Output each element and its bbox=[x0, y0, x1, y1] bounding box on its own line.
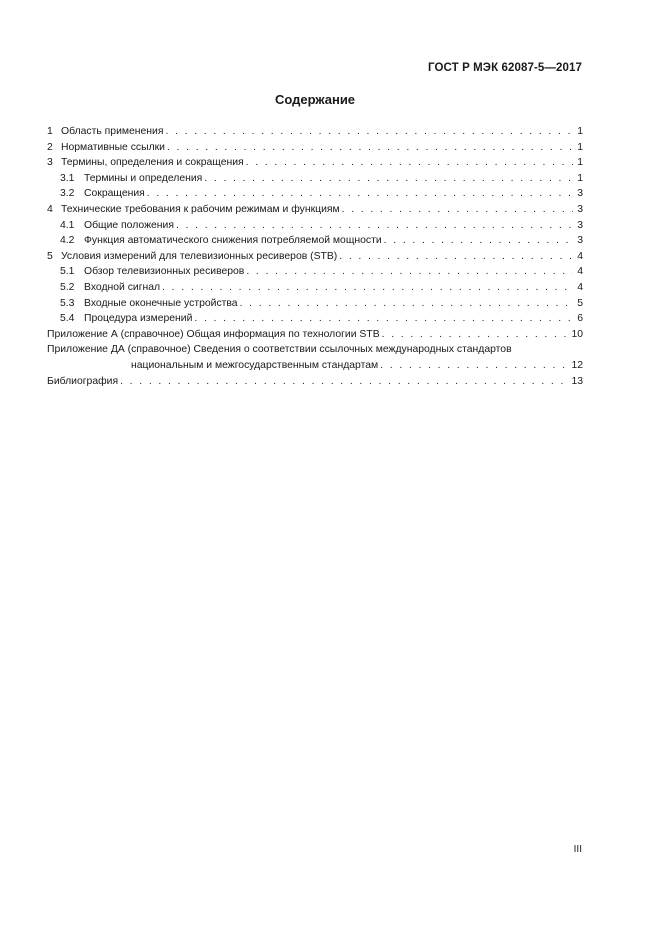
document-code: ГОСТ Р МЭК 62087-5—2017 bbox=[428, 62, 582, 74]
toc-entry-title: Нормативные ссылки bbox=[61, 141, 165, 153]
toc-entry-title: Входной сигнал bbox=[84, 281, 161, 293]
toc-entry-page: 4 bbox=[577, 266, 583, 278]
toc-entry-page: 4 bbox=[577, 281, 583, 293]
toc-title: Содержание bbox=[274, 92, 356, 107]
toc-leader-dots bbox=[194, 311, 573, 327]
toc-entry-page: 3 bbox=[577, 219, 583, 231]
toc-entry-page: 4 bbox=[577, 250, 583, 262]
toc-entry-title: Входные оконечные устройства bbox=[84, 297, 238, 309]
toc-entry-title: Общие положения bbox=[84, 219, 174, 231]
toc-entry[interactable] bbox=[47, 140, 583, 156]
toc-leader-dots bbox=[147, 186, 573, 202]
toc-entry-number: 2 bbox=[47, 141, 53, 153]
toc-entry-title: Процедура измерений bbox=[84, 313, 193, 325]
toc-subentry[interactable] bbox=[47, 171, 583, 187]
toc-entry-title: Функция автоматического снижения потребляемой мощности bbox=[84, 235, 382, 247]
toc-entry-number: 1 bbox=[47, 126, 53, 137]
table-of-contents bbox=[47, 124, 583, 389]
toc-leader-dots bbox=[165, 124, 573, 140]
toc-entry[interactable] bbox=[47, 124, 583, 140]
toc-leader-dots bbox=[120, 374, 569, 390]
toc-leader-dots bbox=[382, 327, 570, 343]
toc-entry-number: 5.3 bbox=[60, 297, 75, 309]
toc-entry-page: 6 bbox=[577, 313, 583, 325]
toc-entry-number: 5.4 bbox=[60, 313, 75, 325]
toc-entry-page: 3 bbox=[577, 188, 583, 200]
toc-entry-number: 4.1 bbox=[60, 219, 75, 231]
toc-entry-page: 10 bbox=[571, 328, 583, 340]
toc-entry-number: 5.1 bbox=[60, 266, 75, 278]
toc-entry-title: Библиография bbox=[47, 375, 119, 387]
toc-subentry[interactable] bbox=[47, 218, 583, 234]
toc-entry-title: Термины, определения и сокращения bbox=[61, 157, 244, 169]
toc-leader-dots bbox=[204, 171, 573, 187]
toc-entry-title: Приложение ДА (справочное) Сведения о соответствии ссылочных международных стандартов bbox=[47, 344, 512, 356]
toc-leader-dots bbox=[162, 280, 573, 296]
toc-subentry[interactable] bbox=[47, 311, 583, 327]
toc-entry-title: Термины и определения bbox=[84, 172, 203, 184]
toc-entry-title: Сокращения bbox=[84, 188, 145, 200]
toc-entry-title: Обзор телевизионных ресиверов bbox=[84, 266, 245, 278]
toc-entry[interactable] bbox=[47, 202, 583, 218]
toc-entry-number: 3 bbox=[47, 157, 53, 169]
toc-entry-page: 1 bbox=[577, 157, 583, 169]
toc-annex-da[interactable] bbox=[47, 342, 583, 358]
toc-subentry[interactable] bbox=[47, 264, 583, 280]
toc-entry-page: 3 bbox=[577, 235, 583, 247]
toc-entry-title: Приложение А (справочное) Общая информация по технологии STB bbox=[47, 328, 380, 340]
toc-entry-page: 3 bbox=[577, 203, 583, 215]
toc-entry-title: Область применения bbox=[61, 126, 164, 137]
toc-entry-page: 1 bbox=[577, 141, 583, 153]
toc-entry-page: 12 bbox=[571, 359, 583, 371]
toc-entry-page: 13 bbox=[571, 375, 583, 387]
toc-leader-dots bbox=[167, 140, 573, 156]
toc-leader-dots bbox=[384, 233, 573, 249]
toc-entry-number: 3.1 bbox=[60, 172, 75, 184]
toc-entry-number: 4.2 bbox=[60, 235, 75, 247]
toc-entry-title-continuation: национальным и межгосударственным стандартам bbox=[131, 359, 379, 371]
toc-leader-dots bbox=[339, 249, 573, 265]
toc-entry-number: 3.2 bbox=[60, 188, 75, 200]
toc-bibliography[interactable] bbox=[47, 374, 583, 390]
toc-leader-dots bbox=[342, 202, 573, 218]
toc-leader-dots bbox=[240, 296, 573, 312]
toc-entry-number: 5.2 bbox=[60, 281, 75, 293]
toc-entry[interactable] bbox=[47, 249, 583, 265]
toc-leader-dots bbox=[246, 264, 573, 280]
toc-leader-dots bbox=[380, 358, 569, 374]
page-number: III bbox=[573, 844, 582, 855]
toc-entry-page: 1 bbox=[577, 172, 583, 184]
toc-annex-a[interactable] bbox=[47, 327, 583, 343]
toc-entry-number: 4 bbox=[47, 203, 53, 215]
toc-leader-dots bbox=[176, 218, 573, 234]
toc-entry[interactable] bbox=[47, 155, 583, 171]
toc-leader-dots bbox=[246, 155, 573, 171]
toc-subentry[interactable] bbox=[47, 186, 583, 202]
toc-entry-title: Технические требования к рабочим режимам и функциям bbox=[61, 203, 340, 215]
toc-entry-number: 5 bbox=[47, 250, 53, 262]
toc-subentry[interactable] bbox=[47, 233, 583, 249]
toc-entry-page: 5 bbox=[577, 297, 583, 309]
toc-entry-page: 1 bbox=[577, 126, 583, 137]
toc-annex-da-continuation[interactable] bbox=[47, 358, 583, 374]
toc-subentry[interactable] bbox=[47, 296, 583, 312]
toc-entry-title: Условия измерений для телевизионных ресиверов (STB) bbox=[61, 250, 338, 262]
toc-subentry[interactable] bbox=[47, 280, 583, 296]
